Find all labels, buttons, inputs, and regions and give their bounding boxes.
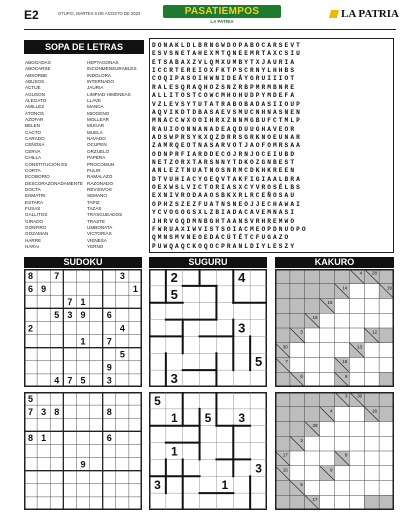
word-item: MIOGENO — [87, 110, 110, 116]
kakuro-clue: 17 — [312, 496, 318, 502]
kakuro-clue: 16 — [372, 408, 378, 414]
kakuro-clue: 9 — [329, 467, 333, 473]
sudoku-given: 7 — [106, 336, 112, 347]
grid-row: ESVSNETAHEXMTQNEEMRTAXCSIU — [152, 50, 302, 58]
suguru-given: 3 — [255, 461, 262, 476]
word-item: CARADO — [25, 136, 45, 142]
suguru-title: SUGURU — [149, 257, 267, 268]
grid-row: ANLEZTNUATNOSNRMCDKHKREEN — [152, 167, 297, 175]
kakuro-clue: 3 — [300, 329, 303, 335]
sudoku-given: 9 — [41, 283, 47, 294]
kakuro-clue: 30 — [282, 344, 288, 350]
sudoku-given: 9 — [106, 362, 112, 373]
sudoku-given: 4 — [54, 375, 60, 386]
grid-row: OEXWSLVICTORIASXCYVROSÉLBS — [152, 184, 302, 192]
word-item: MUELA — [87, 129, 103, 135]
word-item: FUSAS — [25, 205, 41, 211]
kakuro-block — [275, 313, 290, 328]
sudoku-given: 9 — [80, 459, 86, 470]
word-item: INDOLORA — [87, 72, 111, 78]
suguru-given: 5 — [204, 410, 212, 425]
kakuro-clue: 19 — [386, 285, 392, 291]
word-item: ACTUE — [25, 85, 41, 91]
word-list-right — [87, 60, 137, 250]
word-item: TRASGUEADOS — [87, 212, 123, 218]
sudoku-given: 5 — [28, 393, 34, 404]
sudoku-given: 3 — [41, 406, 47, 417]
grid-row: ZAMRQEOTNASARVOTJAOFOMRSAA — [152, 142, 302, 150]
issue-date: OTUFIO, MARTES 9 DE AGOSTO DE 2023 — [58, 11, 141, 16]
grid-row: ODNPRFIARDDECOJRNJOCEIUBD — [152, 150, 297, 158]
kakuro-block — [275, 299, 290, 314]
grid-row: YCVOGOGSXLZBIADACAVEMNASI — [152, 209, 297, 217]
kakuro-block — [305, 284, 320, 299]
suguru-given: 1 — [170, 410, 178, 425]
kakuro-clue: 15 — [327, 300, 333, 305]
word-item: GONFIRO — [25, 224, 47, 230]
grid-row: ETSABAXZVLQMXUMBYTXJAURIA — [152, 58, 297, 66]
kakuro-block — [379, 269, 394, 284]
word-item: TAZAS — [87, 205, 102, 211]
sudoku-given: 1 — [80, 297, 86, 308]
kakuro-title: KAKURO — [275, 257, 394, 268]
sudoku-given: 8 — [28, 433, 34, 444]
word-item: MOLLEAR — [87, 117, 109, 123]
word-item: TRASTE — [87, 218, 106, 224]
word-item: SEMANO — [87, 193, 107, 199]
kakuro-clue: 14 — [342, 285, 348, 291]
suguru-given: 3 — [170, 371, 178, 387]
grid-row: ADSWPRSYKXQZDRRSGRKNOEUNAR — [152, 133, 302, 141]
sudoku-given: 8 — [54, 406, 60, 417]
word-item: LIMPIAD HIMENEAS — [87, 91, 131, 97]
word-item: TAPIZ — [87, 199, 100, 205]
kakuro-block — [275, 407, 290, 422]
page-number: E2 — [24, 8, 39, 22]
kakuro-clue: 28 — [312, 423, 318, 428]
kakuro-clue: 5 — [300, 482, 303, 487]
kakuro-block — [379, 495, 394, 510]
word-item: RAMALAZO — [87, 174, 113, 180]
word-item: MUGAR — [87, 123, 105, 129]
word-item: CEÑOSA — [25, 142, 45, 148]
grid-row: RALESQRAQHOZSNZRBPMRMBNRE — [152, 83, 297, 91]
word-item: ALEGATO — [25, 98, 47, 104]
kakuro-clue: 15 — [282, 467, 288, 473]
grid-row: DONAKLDLBRNGWDOPABOCARSEVT — [152, 42, 302, 49]
sudoku-puzzle-2 — [24, 392, 142, 510]
word-item: PULIR — [87, 167, 101, 173]
grid-row: RAUIOONNANADEAQDUUGHAVEOR — [152, 125, 297, 133]
sudoku-given: 3 — [119, 270, 125, 281]
suguru-given: 2 — [170, 269, 178, 285]
kakuro-block — [364, 392, 379, 407]
section-logo-title: PASATIEMPOS — [184, 6, 260, 17]
word-item: INTERNADO — [87, 79, 115, 85]
word-list-left — [25, 60, 83, 250]
suguru-given: 4 — [238, 269, 246, 285]
kakuro-block — [335, 269, 350, 284]
kakuro-puzzle-1 — [275, 269, 394, 387]
word-item: ABUSOS — [25, 79, 45, 85]
word-search-grid — [149, 38, 394, 253]
grid-row: QMNSMVNEOEDACÜTÉTCFUGAZO — [152, 234, 291, 242]
grid-row: FWRUAXIWVISTSOIACMEOPDNUOPO — [152, 225, 308, 233]
kakuro-block — [275, 284, 290, 299]
grid-row: ALLITOSTCOWCMHOHUDPYMDEFA — [152, 92, 297, 100]
word-item: ABOGADAS — [25, 60, 51, 65]
word-item: ORZUELO — [87, 148, 110, 154]
kakuro-block — [275, 495, 290, 510]
sudoku-given: 9 — [80, 310, 86, 321]
kakuro-block — [305, 299, 320, 314]
kakuro-block — [320, 284, 335, 299]
section-logo-sub: LA PATRIA — [210, 19, 234, 24]
grid-row: COQIPASOIHWNIDEÂYGRUIIIOT — [152, 75, 297, 83]
word-item: ABOCARSE — [25, 66, 51, 72]
word-item: ATONOS — [25, 110, 44, 116]
section-logo — [163, 5, 281, 26]
word-item: MANCA — [87, 104, 104, 110]
kakuro-clue: 8 — [344, 452, 348, 458]
kakuro-block — [290, 495, 305, 510]
suguru-given: 5 — [254, 354, 263, 370]
sudoku-given: 7 — [67, 297, 73, 308]
kakuro-block — [290, 392, 305, 407]
word-item: ESTARA — [25, 199, 44, 205]
sudoku-title: SUDOKU — [24, 257, 142, 268]
word-item: ABSORBE — [25, 72, 48, 78]
word-item: PROCOMUN — [87, 161, 115, 167]
word-item: HARAI — [25, 243, 40, 249]
kakuro-block — [379, 407, 394, 422]
kakuro-block — [275, 269, 290, 284]
newspaper-brand — [330, 8, 399, 20]
grid-row: VZLEVSYTUTATRABOBADASIIOUP — [152, 100, 302, 108]
kakuro-block — [290, 269, 305, 284]
word-item: OCUPEN — [87, 142, 107, 148]
kakuro-clue: 6 — [300, 373, 303, 379]
word-item: GALLITOS — [25, 212, 48, 218]
grid-row: OPHZSZEZFUATNSNEOJJECHAWAI — [152, 200, 302, 208]
word-item: HARRE — [25, 237, 42, 243]
sudoku-given: 4 — [119, 323, 125, 334]
word-item: CONSTITUCION ES — [25, 161, 68, 167]
kakuro-block — [305, 269, 320, 284]
word-item: PAPERA — [87, 155, 106, 161]
sudoku-given: 6 — [106, 310, 112, 321]
grid-row: MNACCWXOOIHRXZNNMGBUFCTMLP — [152, 117, 302, 125]
sudoku-given: 1 — [80, 336, 86, 347]
kakuro-block — [275, 392, 290, 407]
word-item: UMBONATA — [87, 224, 113, 230]
sudoku-puzzle-1 — [24, 269, 142, 387]
grid-row: NETZORXTARSNNYTDKOZGNBEST — [152, 159, 297, 167]
word-item: RAZONADO — [87, 180, 114, 186]
kakuro-clue: 15 — [342, 359, 348, 364]
kakuro-clue: 28 — [372, 270, 378, 276]
word-item: ENMATRI — [25, 193, 46, 199]
word-item: DOCTA — [25, 186, 41, 192]
sudoku-given: 8 — [28, 270, 34, 281]
word-item: CERVA — [25, 148, 41, 154]
kakuro-block — [275, 372, 290, 387]
kakuro-clue: 4 — [359, 270, 363, 276]
kakuro-clue: 9 — [344, 373, 348, 379]
sudoku-given: 5 — [54, 310, 60, 321]
word-item: DESCORAZONADAMENTE — [25, 180, 83, 186]
newspaper-brand-name: LA PATRIA — [341, 8, 399, 20]
word-item: JAURIA — [87, 85, 104, 91]
kakuro-clue: 30 — [357, 393, 363, 399]
sudoku-given: 6 — [28, 283, 34, 294]
suguru-given: 5 — [170, 286, 178, 302]
suguru-given: 1 — [221, 478, 229, 493]
suguru-given: 3 — [238, 320, 246, 336]
word-item: REVISIVOS — [87, 186, 112, 192]
word-item: BELEN — [25, 123, 41, 129]
kakuro-clue: 13 — [357, 344, 363, 350]
header-divider — [24, 29, 396, 30]
kakuro-puzzle-2 — [275, 392, 394, 510]
kakuro-block — [290, 422, 305, 437]
word-item: GOZAMAN — [25, 231, 49, 237]
grid-row: DTVUHIACYGEQVTAKFIGIAALBRA — [152, 175, 302, 183]
sudoku-given: 5 — [80, 375, 86, 386]
sudoku-given: 1 — [41, 433, 47, 444]
kakuro-block — [275, 481, 290, 496]
kakuro-block — [364, 495, 379, 510]
word-item: NAVADO — [87, 136, 106, 142]
kakuro-clue: 17 — [282, 452, 288, 458]
word-item: CHILLA — [25, 155, 42, 161]
word-item: CORTA — [25, 167, 41, 173]
kakuro-clue: 4 — [329, 408, 333, 414]
kakuro-block — [305, 392, 320, 407]
grid-row: PUWQAQCKOQOCPRANLDIYLESZY — [152, 242, 297, 250]
sudoku-given: 2 — [28, 323, 34, 334]
suguru-puzzle-2 — [149, 392, 267, 510]
suguru-puzzle-1 — [149, 269, 267, 387]
kakuro-block — [275, 436, 290, 451]
kakuro-block — [290, 407, 305, 422]
word-item: INCONMENSURABLES — [87, 66, 137, 72]
sudoku-given: 8 — [106, 406, 112, 417]
word-item: GIRADO — [25, 218, 44, 224]
suguru-given: 3 — [238, 410, 246, 425]
kakuro-block — [290, 284, 305, 299]
word-item: AZOFAR — [25, 117, 44, 123]
kakuro-clue: 16 — [312, 314, 318, 320]
sudoku-given: 7 — [54, 270, 60, 281]
sopa-title: SOPA DE LETRAS — [24, 40, 144, 54]
grid-row: ICCRTEREIOXFKTPSCRNYLHHBS — [152, 67, 297, 75]
kakuro-block — [379, 372, 394, 387]
word-item: YERNO — [87, 243, 104, 249]
grid-row: JHRVGQDMNBGHTAANSVRHREMWO — [152, 217, 297, 225]
suguru-given: 1 — [170, 444, 178, 459]
grid-row: AQVIKDTDBASAEVSMUCNHNASNEN — [152, 108, 302, 116]
kakuro-clue: 7 — [285, 359, 288, 364]
kakuro-clue: 3 — [344, 393, 348, 399]
kakuro-block — [305, 407, 320, 422]
word-item: AGUSON — [25, 91, 45, 97]
word-item: CACTO — [25, 129, 41, 135]
word-item: VICTORIAS — [87, 231, 112, 237]
suguru-frame — [150, 270, 267, 387]
sudoku-given: 3 — [106, 375, 112, 386]
sudoku-given: 5 — [119, 349, 125, 360]
kakuro-block — [320, 269, 335, 284]
kakuro-block — [320, 392, 335, 407]
word-item: VIENESA — [87, 237, 107, 243]
word-item: AMILLEZ — [25, 104, 45, 110]
kakuro-block — [275, 422, 290, 437]
kakuro-block — [290, 313, 305, 328]
kakuro-block — [290, 299, 305, 314]
sudoku-given: 1 — [132, 283, 138, 294]
suguru-given: 5 — [154, 393, 161, 408]
kakuro-block — [379, 328, 394, 343]
sudoku-given: 6 — [106, 433, 112, 444]
brand-mark-icon — [329, 10, 339, 18]
word-item: ECOBORIO — [25, 174, 50, 180]
kakuro-block — [275, 328, 290, 343]
word-item: HEPTAGONAS — [87, 60, 119, 65]
word-item: LLAVE — [87, 98, 101, 104]
grid-row: EXNIVRODAAOSBKXRLRCEÑOSAU — [152, 192, 297, 200]
sudoku-given: 7 — [67, 375, 73, 386]
sudoku-given: 7 — [28, 406, 34, 417]
kakuro-clue: 12 — [372, 329, 378, 335]
suguru-given: 3 — [154, 478, 161, 493]
kakuro-clue: 3 — [300, 437, 303, 443]
kakuro-block — [379, 392, 394, 407]
sudoku-given: 3 — [67, 310, 73, 321]
